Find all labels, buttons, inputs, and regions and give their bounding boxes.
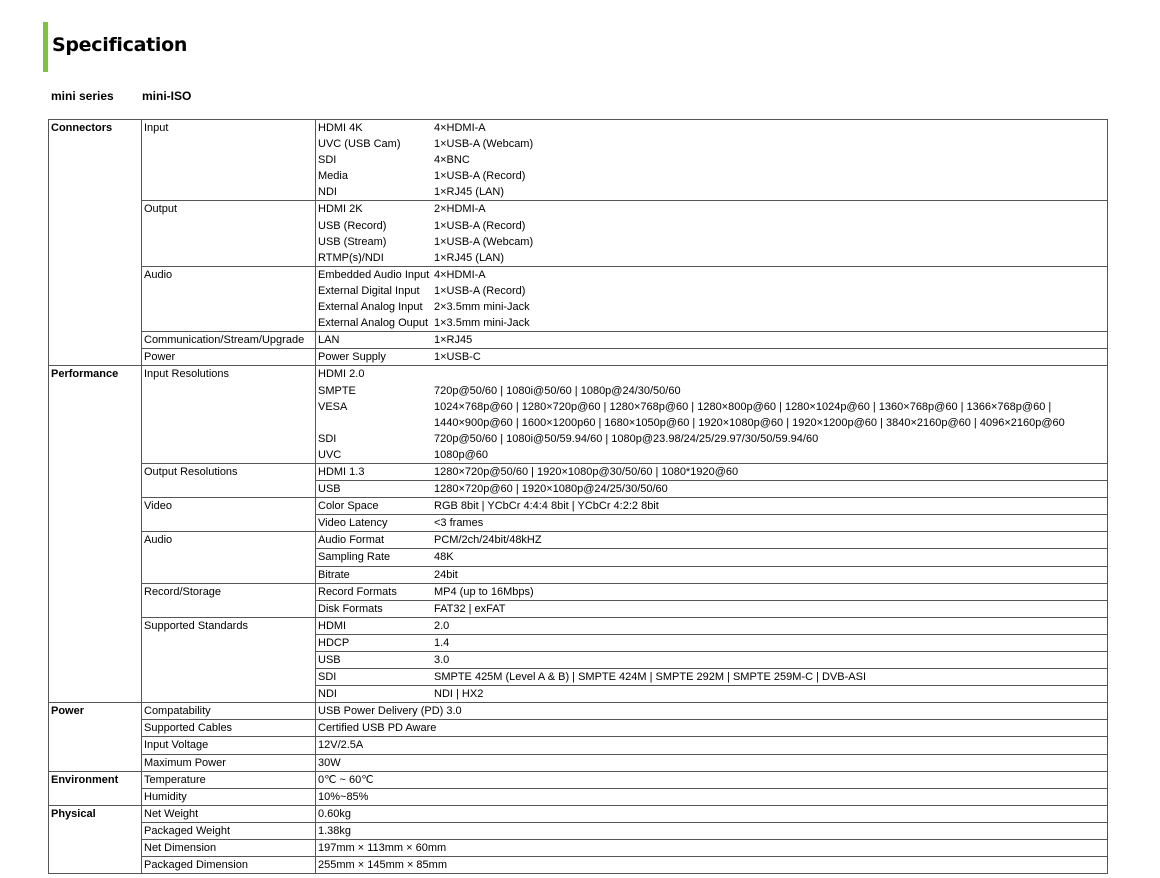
spec-group bbox=[142, 788, 1107, 805]
section-groups bbox=[142, 120, 1107, 365]
spec-group bbox=[142, 772, 1107, 788]
spec-group bbox=[142, 754, 1107, 771]
group-name: Supported Standards bbox=[142, 618, 316, 702]
group-name: Compatability bbox=[142, 703, 316, 719]
row-value: 1.4 bbox=[434, 636, 450, 649]
spec-group bbox=[142, 839, 1107, 856]
spec-group bbox=[142, 583, 1107, 617]
section-groups bbox=[142, 703, 1107, 770]
row-value: FAT32 | exFAT bbox=[434, 602, 506, 615]
group-rows bbox=[316, 267, 1107, 331]
spec-group bbox=[142, 617, 1107, 702]
row-value: 1×USB-A (Webcam) bbox=[434, 138, 534, 151]
section-groups bbox=[142, 806, 1107, 873]
group-rows bbox=[316, 498, 1107, 531]
spec-row bbox=[316, 168, 1107, 184]
spec-row bbox=[316, 349, 1107, 365]
section-name: Power bbox=[49, 703, 142, 770]
spec-row bbox=[316, 464, 1107, 480]
group-name: Net Dimension bbox=[142, 840, 316, 856]
section-groups bbox=[142, 772, 1107, 805]
spec-row bbox=[316, 634, 1107, 651]
row-label: 10%~85% bbox=[318, 790, 369, 803]
group-rows bbox=[316, 840, 1107, 856]
spec-row bbox=[316, 431, 1107, 447]
spec-row bbox=[316, 299, 1107, 315]
group-rows bbox=[316, 823, 1107, 839]
spec-row bbox=[316, 685, 1107, 702]
group-name: Power bbox=[142, 349, 316, 365]
spec-row bbox=[316, 720, 1107, 736]
row-value: 2×3.5mm mini-Jack bbox=[434, 301, 530, 314]
row-label: Sampling Rate bbox=[318, 551, 391, 564]
group-rows bbox=[316, 857, 1107, 873]
spec-group bbox=[142, 856, 1107, 873]
spec-group bbox=[142, 366, 1107, 463]
row-value: 1×USB-A (Record) bbox=[434, 284, 526, 297]
row-label: RTMP(s)/NDI bbox=[318, 251, 384, 264]
spec-row bbox=[316, 120, 1107, 136]
row-label: Certified USB PD Aware bbox=[318, 722, 437, 735]
spec-table bbox=[48, 119, 1108, 874]
spec-section bbox=[49, 702, 1107, 770]
spec-row bbox=[316, 772, 1107, 788]
row-label: Media bbox=[318, 170, 348, 183]
spec-group bbox=[142, 120, 1107, 200]
spec-row bbox=[316, 184, 1107, 200]
row-value: <3 frames bbox=[434, 517, 484, 530]
spec-row bbox=[316, 823, 1107, 839]
group-name: Input Voltage bbox=[142, 737, 316, 753]
group-name: Packaged Dimension bbox=[142, 857, 316, 873]
row-label: 0.60kg bbox=[318, 807, 352, 820]
row-label: External Analog Input bbox=[318, 301, 423, 314]
group-rows bbox=[316, 201, 1107, 265]
row-value: 1×3.5mm mini-Jack bbox=[434, 317, 530, 330]
row-value: 720p@50/60 | 1080i@50/59.94/60 | 1080p@23.98/24/25/29.97/30/50/59.94/60 bbox=[434, 432, 819, 445]
row-value: 1×USB-A (Record) bbox=[434, 219, 526, 232]
row-label: LAN bbox=[318, 334, 340, 347]
row-value: 1440×900p@60 | 1600×1200p60 | 1680×1050p@60 | 1920×1080p@60 | 1920×1200p@60 | 3840×2160p@60 | 4096×2160p@60 bbox=[434, 416, 1065, 429]
series-value: mini-ISO bbox=[142, 89, 192, 103]
page-title: Specification bbox=[52, 34, 188, 56]
row-value: 4×HDMI-A bbox=[434, 122, 486, 134]
row-label: Power Supply bbox=[318, 351, 386, 364]
spec-group bbox=[142, 497, 1107, 531]
group-rows bbox=[316, 532, 1107, 582]
row-label: Video Latency bbox=[318, 517, 388, 530]
spec-row bbox=[316, 514, 1107, 531]
section-groups bbox=[142, 366, 1107, 702]
row-label: HDMI 2K bbox=[318, 203, 363, 216]
section-name: Physical bbox=[49, 806, 142, 873]
spec-row bbox=[316, 584, 1107, 600]
row-label: HDMI bbox=[318, 619, 347, 632]
row-label: SDI bbox=[318, 432, 337, 445]
spec-row bbox=[316, 366, 1107, 382]
row-value: NDI | HX2 bbox=[434, 688, 484, 701]
spec-section bbox=[49, 771, 1107, 805]
group-name: Maximum Power bbox=[142, 755, 316, 771]
row-value: 1×RJ45 (LAN) bbox=[434, 186, 505, 199]
row-label: Embedded Audio Input bbox=[318, 268, 430, 281]
spec-row bbox=[316, 480, 1107, 497]
group-name: Audio bbox=[142, 267, 316, 331]
spec-row bbox=[316, 234, 1107, 250]
group-rows bbox=[316, 366, 1107, 463]
row-label: Bitrate bbox=[318, 568, 350, 581]
row-value: 48K bbox=[434, 551, 454, 564]
spec-row bbox=[316, 267, 1107, 283]
spec-row bbox=[316, 498, 1107, 514]
spec-group bbox=[142, 331, 1107, 348]
row-label: SMPTE bbox=[318, 384, 356, 397]
title-accent-bar bbox=[43, 22, 48, 72]
row-label: USB (Record) bbox=[318, 219, 387, 232]
row-value: 1×RJ45 (LAN) bbox=[434, 251, 505, 264]
row-value: 1×USB-C bbox=[434, 351, 481, 364]
group-name: Packaged Weight bbox=[142, 823, 316, 839]
group-rows bbox=[316, 120, 1107, 200]
group-name: Humidity bbox=[142, 789, 316, 805]
row-label: 30W bbox=[318, 756, 341, 769]
group-name: Output Resolutions bbox=[142, 464, 316, 497]
row-label: Record Formats bbox=[318, 585, 397, 598]
group-rows bbox=[316, 789, 1107, 805]
spec-row bbox=[316, 201, 1107, 217]
spec-row bbox=[316, 315, 1107, 331]
group-rows bbox=[316, 584, 1107, 617]
group-rows bbox=[316, 332, 1107, 348]
spec-group bbox=[142, 719, 1107, 736]
row-label: NDI bbox=[318, 688, 337, 701]
group-rows bbox=[316, 737, 1107, 753]
spec-row bbox=[316, 136, 1107, 152]
row-label: 1.38kg bbox=[318, 824, 352, 837]
spec-row bbox=[316, 600, 1107, 617]
row-label: HDMI 4K bbox=[318, 122, 363, 134]
row-label: Color Space bbox=[318, 500, 379, 513]
spec-group bbox=[142, 806, 1107, 822]
group-rows bbox=[316, 349, 1107, 365]
row-label: HDMI 2.0 bbox=[318, 368, 365, 381]
spec-group bbox=[142, 200, 1107, 265]
row-label: VESA bbox=[318, 400, 348, 413]
row-label: USB bbox=[318, 654, 341, 666]
spec-row bbox=[316, 651, 1107, 668]
spec-row bbox=[316, 840, 1107, 856]
spec-row bbox=[316, 566, 1107, 583]
spec-row bbox=[316, 250, 1107, 266]
spec-row bbox=[316, 447, 1107, 463]
row-value: 4×HDMI-A bbox=[434, 268, 486, 281]
group-name: Input bbox=[142, 120, 316, 200]
group-name: Temperature bbox=[142, 772, 316, 788]
spec-group bbox=[142, 822, 1107, 839]
group-rows bbox=[316, 464, 1107, 497]
row-label: 255mm × 145mm × 85mm bbox=[318, 859, 447, 872]
row-value: 3.0 bbox=[434, 654, 450, 666]
row-label: 197mm × 113mm × 60mm bbox=[318, 842, 447, 855]
group-rows bbox=[316, 703, 1107, 719]
spec-group bbox=[142, 531, 1107, 582]
row-label: USB Power Delivery (PD) 3.0 bbox=[318, 705, 462, 718]
row-value: MP4 (up to 16Mbps) bbox=[434, 585, 534, 598]
group-name: Input Resolutions bbox=[142, 366, 316, 463]
group-name: Supported Cables bbox=[142, 720, 316, 736]
spec-group bbox=[142, 736, 1107, 753]
row-label: USB bbox=[318, 483, 341, 496]
spec-section bbox=[49, 120, 1107, 365]
row-label: NDI bbox=[318, 186, 337, 199]
section-name: Environment bbox=[49, 772, 142, 805]
group-rows bbox=[316, 806, 1107, 822]
row-label: HDMI 1.3 bbox=[318, 465, 365, 478]
spec-row bbox=[316, 703, 1107, 719]
spec-row bbox=[316, 789, 1107, 805]
group-name: Video bbox=[142, 498, 316, 531]
row-value: 1×USB-A (Webcam) bbox=[434, 235, 534, 248]
group-name: Net Weight bbox=[142, 806, 316, 822]
row-value: 2×HDMI-A bbox=[434, 203, 486, 216]
row-value: 1×RJ45 bbox=[434, 334, 473, 347]
spec-row bbox=[316, 332, 1107, 348]
spec-row bbox=[316, 383, 1107, 399]
row-value: 2.0 bbox=[434, 619, 450, 632]
spec-group bbox=[142, 348, 1107, 365]
row-value: 1×USB-A (Record) bbox=[434, 170, 526, 183]
row-value: 1024×768p@60 | 1280×720p@60 | 1280×768p@60 | 1280×800p@60 | 1280×1024p@60 | 1360×768p@60 | 1366×768p@60 | bbox=[434, 400, 1052, 413]
row-value: 1280×720p@50/60 | 1920×1080p@30/50/60 | 1080*1920@60 bbox=[434, 465, 739, 478]
spec-row bbox=[316, 152, 1107, 168]
spec-group bbox=[142, 463, 1107, 497]
row-value bbox=[434, 366, 1107, 382]
spec-section bbox=[49, 365, 1107, 702]
row-value: 720p@50/60 | 1080i@50/60 | 1080p@24/30/50/60 bbox=[434, 384, 681, 397]
row-label: UVC bbox=[318, 448, 342, 461]
spec-row bbox=[316, 737, 1107, 753]
row-label: 0℃ ~ 60℃ bbox=[318, 773, 374, 786]
row-value: RGB 8bit | YCbCr 4:4:4 8bit | YCbCr 4:2:2 8bit bbox=[434, 500, 659, 513]
section-name: Connectors bbox=[49, 120, 142, 365]
spec-row bbox=[316, 806, 1107, 822]
group-rows bbox=[316, 618, 1107, 702]
row-value: PCM/2ch/24bit/48kHZ bbox=[434, 534, 542, 547]
row-value: 4×BNC bbox=[434, 154, 470, 167]
row-label: USB (Stream) bbox=[318, 235, 387, 248]
spec-row bbox=[316, 532, 1107, 548]
group-rows bbox=[316, 720, 1107, 736]
spec-row bbox=[316, 399, 1107, 415]
row-value: 24bit bbox=[434, 568, 458, 581]
row-value: 1280×720p@60 | 1920×1080p@24/25/30/50/60 bbox=[434, 483, 668, 496]
spec-row bbox=[316, 218, 1107, 234]
spec-row bbox=[316, 668, 1107, 685]
row-label: Disk Formats bbox=[318, 602, 383, 615]
row-label: HDCP bbox=[318, 636, 350, 649]
group-rows bbox=[316, 772, 1107, 788]
row-label bbox=[316, 415, 434, 431]
spec-row bbox=[316, 548, 1107, 565]
row-label: SDI bbox=[318, 154, 337, 167]
row-value: 1080p@60 bbox=[434, 448, 488, 461]
spec-group bbox=[142, 703, 1107, 719]
spec-group bbox=[142, 266, 1107, 331]
group-name: Communication/Stream/Upgrade bbox=[142, 332, 316, 348]
row-label: 12V/2.5A bbox=[318, 739, 364, 752]
row-value: SMPTE 425M (Level A & B) | SMPTE 424M | SMPTE 292M | SMPTE 259M-C | DVB-ASI bbox=[434, 671, 867, 684]
section-name: Performance bbox=[49, 366, 142, 702]
row-label: Audio Format bbox=[318, 534, 385, 547]
row-label: UVC (USB Cam) bbox=[318, 138, 401, 151]
spec-row bbox=[316, 857, 1107, 873]
row-label: SDI bbox=[318, 671, 337, 684]
group-name: Output bbox=[142, 201, 316, 265]
spec-row bbox=[316, 415, 1107, 431]
series-label: mini series bbox=[51, 89, 114, 103]
row-label: External Analog Ouput bbox=[318, 317, 429, 330]
group-name: Audio bbox=[142, 532, 316, 582]
row-label: External Digital Input bbox=[318, 284, 420, 297]
spec-row bbox=[316, 755, 1107, 771]
group-name: Record/Storage bbox=[142, 584, 316, 617]
spec-row bbox=[316, 283, 1107, 299]
spec-section bbox=[49, 805, 1107, 873]
group-rows bbox=[316, 755, 1107, 771]
spec-row bbox=[316, 618, 1107, 634]
